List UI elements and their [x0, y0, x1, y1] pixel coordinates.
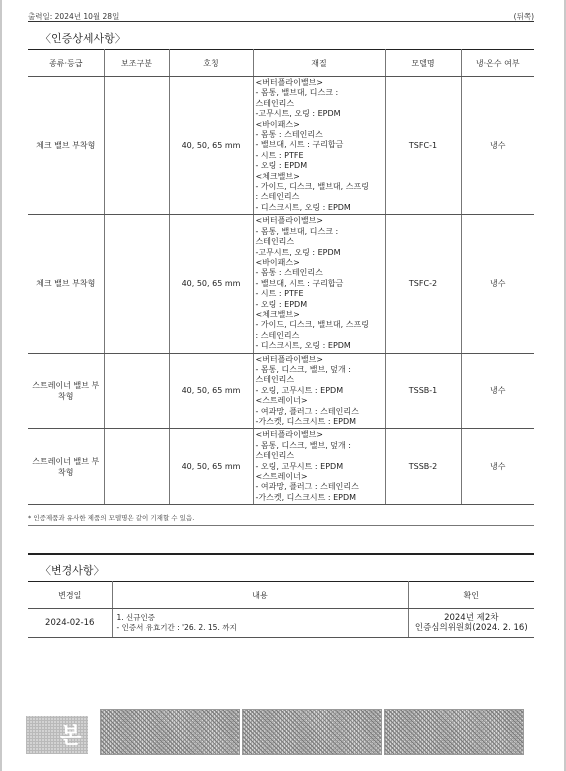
table-row — [28, 215, 534, 353]
section-divider — [28, 553, 534, 555]
material-line: - 오링, 고무시트 : EPDM — [255, 385, 344, 395]
cell-size: 40, 50, 65 mm — [169, 215, 253, 353]
cell-change-content — [112, 609, 408, 638]
detail-header-row — [28, 50, 534, 77]
print-date: 출력일: 2024년 10월 28일 — [28, 12, 120, 21]
material-line: - 오링, 고무시트 : EPDM — [255, 461, 344, 471]
material-line: - 가이드, 디스크, 밸브대, 스프링 — [255, 320, 369, 330]
material-line: 스테인리스 — [255, 237, 295, 247]
table-row — [28, 609, 534, 638]
material-line: <버터플라이밸브> — [255, 78, 324, 87]
table-row — [28, 77, 534, 215]
cell-type: 체크 밸브 부착형 — [28, 77, 104, 215]
material-line: : 스테인리스 — [255, 330, 300, 340]
cell-water: 냉수 — [461, 429, 534, 505]
cell-type: 스트레이너 밸브 부착형 — [28, 353, 104, 429]
material-line: <체크밸브> — [255, 171, 300, 181]
material-line: -가스켓, 디스크시트 : EPDM — [255, 492, 357, 502]
material-line: - 밸브대, 시트 : 구리합금 — [255, 140, 344, 150]
cell-size: 40, 50, 65 mm — [169, 429, 253, 505]
cell-size: 40, 50, 65 mm — [169, 353, 253, 429]
cell-change-date: 2024-02-16 — [28, 609, 112, 638]
table-row — [28, 429, 534, 505]
detail-section-title: 〈인증상세사항〉 — [40, 32, 126, 45]
material-line: <바이패스> — [255, 119, 300, 129]
material-line: - 여과망, 플러그 : 스테인리스 — [255, 482, 359, 492]
table-row — [28, 353, 534, 429]
cell-type: 스트레이너 밸브 부착형 — [28, 429, 104, 505]
security-barcode-1 — [100, 709, 240, 755]
material-line: - 몸통 : 스테인리스 — [255, 268, 323, 278]
material-line: <스트레이너> — [255, 396, 308, 406]
col-header-confirm: 확인 — [408, 582, 534, 609]
material-line: <스트레이너> — [255, 472, 308, 482]
material-line: - 시트 : PTFE — [255, 150, 304, 160]
security-barcode-2 — [242, 709, 382, 755]
material-line: - 디스크시트, 오링 : EPDM — [255, 341, 351, 351]
material-line: - 오링 : EPDM — [255, 299, 308, 309]
material-line: - 가이드, 디스크, 밸브대, 스프링 — [255, 182, 369, 192]
detail-note: * 인증제품과 유사한 제품의 모델명은 같이 기재할 수 있음. — [28, 514, 195, 522]
material-line: -고무시트, 오링 : EPDM — [255, 247, 341, 257]
cell-change-confirm — [408, 609, 534, 638]
material-line: - 밸브대, 시트 : 구리합금 — [255, 278, 344, 288]
original-stamp-text: 본 — [60, 724, 82, 749]
cell-water: 냉수 — [461, 215, 534, 353]
cell-material — [253, 353, 385, 429]
confirm-line: 2024년 제2차 — [444, 613, 499, 623]
cell-material — [253, 429, 385, 505]
cell-material — [253, 77, 385, 215]
cell-sub — [104, 429, 169, 505]
material-line: - 여과망, 플러그 : 스테인리스 — [255, 406, 359, 416]
material-line: <버터플라이밸브> — [255, 430, 324, 440]
col-header-material: 재질 — [253, 50, 385, 77]
material-line: - 몸통, 밸브대, 디스크 : — [255, 88, 339, 98]
col-header-date: 변경일 — [28, 582, 112, 609]
cell-sub — [104, 353, 169, 429]
col-header-sub: 보조구분 — [104, 50, 169, 77]
confirm-line: 인증심의위원회(2024. 2. 16) — [414, 623, 528, 633]
material-line: - 오링 : EPDM — [255, 161, 308, 171]
material-line: 스테인리스 — [255, 375, 295, 385]
detail-table — [28, 49, 534, 505]
cell-sub — [104, 215, 169, 353]
material-line: - 디스크시트, 오링 : EPDM — [255, 202, 351, 212]
security-barcode-3 — [384, 709, 524, 755]
material-line: - 몸통 : 스테인리스 — [255, 130, 323, 140]
material-line: <버터플라이밸브> — [255, 216, 324, 226]
change-section-title: 〈변경사항〉 — [40, 564, 105, 577]
page-side-label: (뒤쪽) — [513, 12, 534, 21]
note-divider — [28, 525, 534, 526]
cell-material — [253, 215, 385, 353]
header-divider — [28, 21, 534, 22]
content-line: 1. 신규인증 — [116, 613, 156, 622]
material-line: -가스켓, 디스크시트 : EPDM — [255, 417, 357, 426]
cell-water: 냉수 — [461, 77, 534, 215]
cell-model: TSSB-1 — [385, 353, 461, 429]
cell-sub — [104, 77, 169, 215]
material-line: -고무시트, 오링 : EPDM — [255, 109, 341, 119]
cell-model: TSFC-1 — [385, 77, 461, 215]
material-line: 스테인리스 — [255, 451, 295, 461]
material-line: <버터플라이밸브> — [255, 354, 324, 364]
col-header-model: 모델명 — [385, 50, 461, 77]
col-header-type: 종류·등급 — [28, 50, 104, 77]
cell-water: 냉수 — [461, 353, 534, 429]
material-line: - 몸통, 밸브대, 디스크 : — [255, 226, 339, 236]
content-line: - 인증서 유효기간 : '26. 2. 15. 까지 — [116, 623, 237, 632]
col-header-size: 호칭 — [169, 50, 253, 77]
material-line: - 몸통, 디스크, 밸브, 덮개 : — [255, 440, 351, 450]
material-line: <바이패스> — [255, 257, 300, 267]
change-header-row — [28, 582, 534, 609]
page-edge-left — [0, 0, 2, 771]
material-line: 스테인리스 — [255, 98, 295, 108]
material-line: <체크밸브> — [255, 309, 300, 319]
cell-type: 체크 밸브 부착형 — [28, 215, 104, 353]
cell-size: 40, 50, 65 mm — [169, 77, 253, 215]
material-line: - 몸통, 디스크, 밸브, 덮개 : — [255, 364, 351, 374]
material-line: - 시트 : PTFE — [255, 289, 304, 299]
cell-model: TSFC-2 — [385, 215, 461, 353]
change-table — [28, 581, 534, 638]
col-header-water: 냉·온수 여부 — [461, 50, 534, 77]
col-header-content: 내용 — [112, 582, 408, 609]
cell-model: TSSB-2 — [385, 429, 461, 505]
material-line: : 스테인리스 — [255, 192, 300, 202]
